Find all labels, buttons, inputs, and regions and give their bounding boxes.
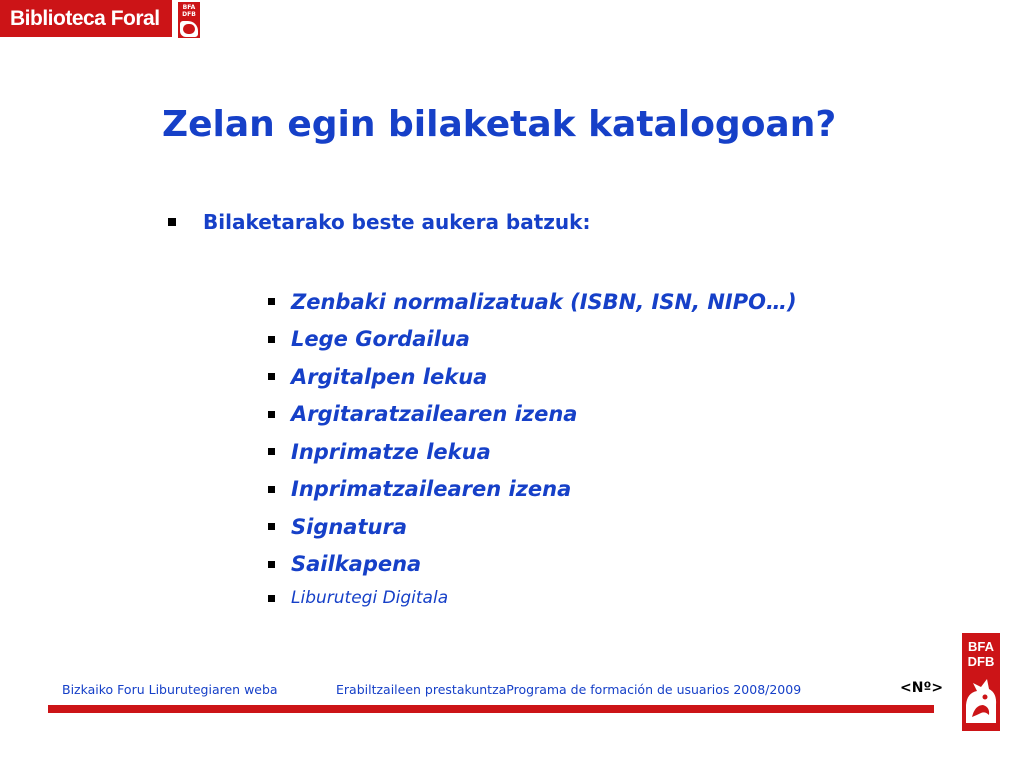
page-number: <Nº> [900, 680, 944, 696]
list-item-label: Argitalpen lekua [291, 364, 488, 389]
list-item [268, 321, 797, 359]
list-item [268, 433, 797, 471]
footer-website-link: Bizkaiko Foru Liburutegiaren weba [62, 682, 278, 697]
square-bullet-icon [168, 218, 176, 226]
list-item [268, 583, 797, 613]
square-bullet-icon [268, 298, 275, 305]
list-item-label: Zenbaki normalizatuak (ISBN, ISN, NIPO…) [291, 289, 797, 314]
list-item [268, 358, 797, 396]
square-bullet-icon [268, 373, 275, 380]
bfa-dfb-logo-icon: BFA DFB [962, 633, 1000, 731]
list-item-label: Lege Gordailua [291, 327, 470, 352]
square-bullet-icon [268, 561, 275, 568]
list-item [268, 471, 797, 509]
search-options-list [268, 283, 797, 613]
square-bullet-icon [268, 448, 275, 455]
square-bullet-icon [268, 411, 275, 418]
square-bullet-icon [268, 595, 275, 602]
list-item [268, 283, 797, 321]
list-item-label: Liburutegi Digitala [291, 588, 449, 608]
square-bullet-icon [268, 523, 275, 530]
brand-banner: Biblioteca Foral [0, 0, 172, 37]
bfa-dfb-logo-icon: BFA DFB [178, 2, 200, 38]
slide-title: Zelan egin bilaketak katalogoan? [162, 104, 837, 145]
square-bullet-icon [268, 486, 275, 493]
list-item [268, 396, 797, 434]
list-item [268, 508, 797, 546]
square-bullet-icon [268, 336, 275, 343]
list-item-label: Signatura [291, 514, 407, 539]
wolf-emblem-icon [963, 675, 999, 727]
main-bullet [168, 210, 590, 234]
list-item-label: Argitaratzailearen izena [291, 402, 578, 427]
main-bullet-label: Bilaketarako beste aukera batzuk: [203, 210, 591, 234]
list-item-label: Inprimatzailearen izena [291, 477, 572, 502]
list-item-label: Inprimatze lekua [291, 439, 491, 464]
footer-divider [48, 705, 934, 713]
list-item [268, 546, 797, 584]
footer-program-text: Erabiltzaileen prestakuntzaPrograma de formación de usuarios 2008/2009 [336, 682, 802, 697]
list-item-label: Sailkapena [291, 552, 422, 577]
